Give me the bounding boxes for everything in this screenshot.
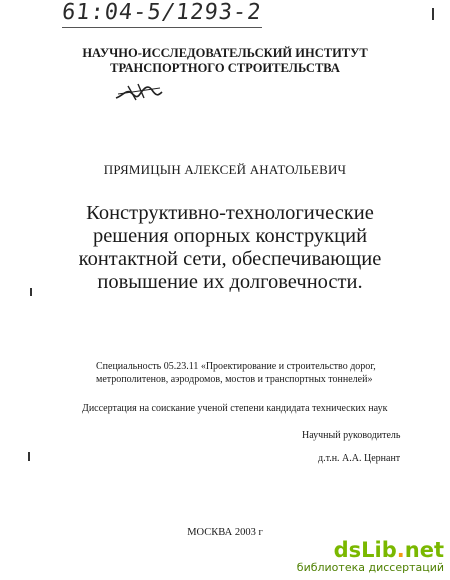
scan-mark [432,8,434,20]
specialty-line-2: метрополитенов, аэродромов, мостов и транспортных тоннелей» [96,373,373,385]
thesis-title [40,202,420,294]
institute-line-2: ТРАНСПОРТНОГО СТРОИТЕЛЬСТВА [110,61,340,75]
institute-name [0,46,450,76]
dissertation-degree: Диссертация на соискание ученой степени кандидата технических наук [82,403,388,414]
archive-code: 61:04-5/1293-2 [60,0,263,25]
supervisor-name: д.т.н. А.А. Цернант [318,453,401,464]
watermark-logo: dsLib.net [333,538,444,562]
title-line-1: Конструктивно-технологические [86,202,374,224]
specialty-line-1: Специальность 05.23.11 «Проектирование и строительство дорог, [96,361,376,372]
watermark [297,539,444,574]
city-year: МОСКВА 2003 г [187,527,263,538]
title-line-4: повышение их долговечности. [97,271,363,293]
title-line-3: контактной сети, обеспечивающие [78,248,382,270]
title-line-2: решения опорных конструкций [92,225,368,247]
scan-mark [28,452,30,461]
author-name: ПРЯМИЦЫН АЛЕКСЕЙ АНАТОЛЬЕВИЧ [103,162,347,177]
handwritten-signature [114,80,164,104]
scan-mark [30,288,32,296]
watermark-subtitle: библиотека диссертаций [296,561,444,574]
supervisor-label: Научный руководитель [302,430,401,441]
specialty [96,361,426,386]
institute-line-1: НАУЧНО-ИССЛЕДОВАТЕЛЬСКИЙ ИНСТИТУТ [82,46,368,60]
archive-code-underline [62,27,262,28]
